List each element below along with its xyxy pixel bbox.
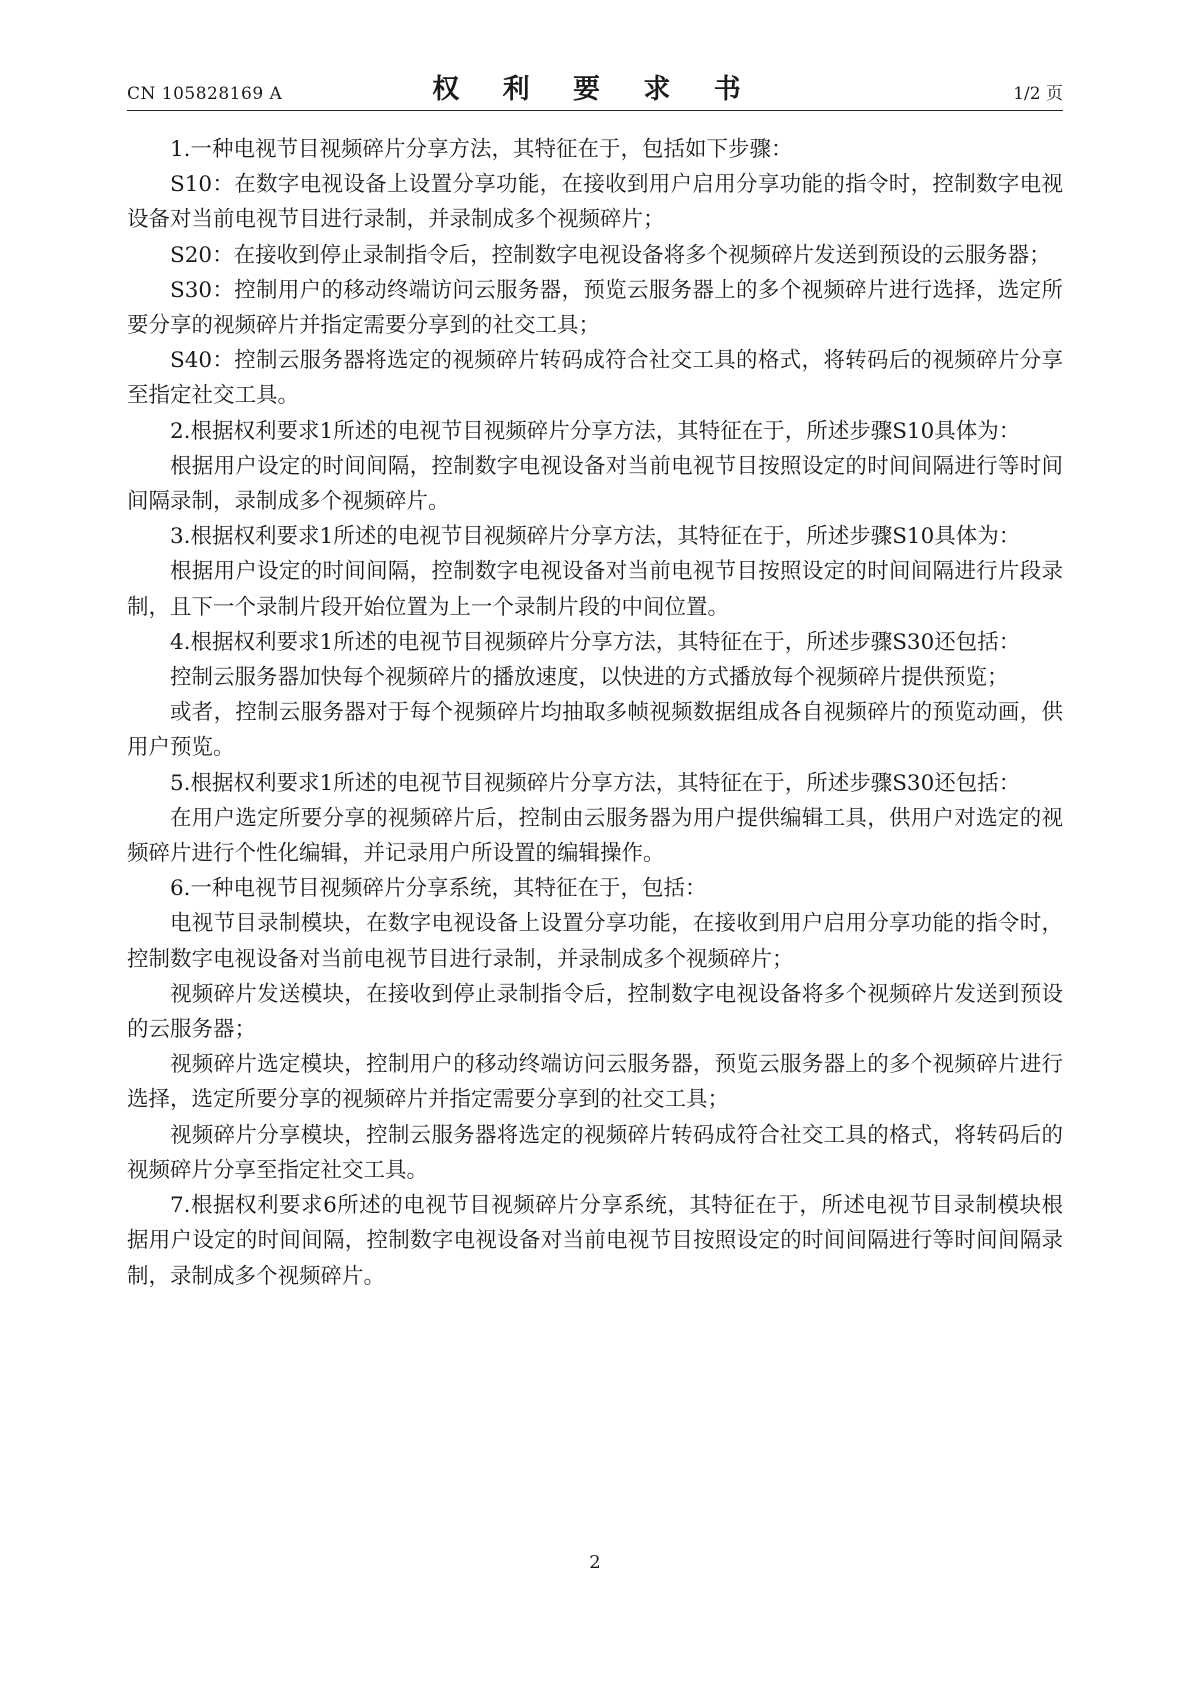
claim-paragraph: 控制云服务器加快每个视频碎片的播放速度，以快进的方式播放每个视频碎片提供预览； [170, 665, 1009, 691]
page-footer [0, 1552, 1190, 1573]
publication-number: CN 105828169 A [127, 84, 283, 104]
claim-paragraph: S10：在数字电视设备上设置分享功能，在接收到用户启用分享功能的指令时，控制数字电视设备对当前电视节目进行录制，并录制成多个视频碎片； [127, 172, 1063, 233]
claim-paragraph: 在用户选定所要分享的视频碎片后，控制由云服务器为用户提供编辑工具，供用户对选定的视频碎片进行个性化编辑，并记录用户所设置的编辑操作。 [127, 805, 1063, 867]
page-indicator: 1/2 页 [1013, 84, 1063, 104]
claim-paragraph: 7.根据权利要求6所述的电视节目视频碎片分享系统，其特征在于，所述电视节目录制模块根据用户设定的时间间隔，控制数字电视设备对当前电视节目按照设定的时间间隔进行等时间间隔录制，录制成多个视频碎片。 [127, 1193, 1063, 1289]
document-title: 权 利 要 求 书 [432, 74, 758, 105]
claim-paragraph: S30：控制用户的移动终端访问云服务器，预览云服务器上的多个视频碎片进行选择，选定所要分享的视频碎片并指定需要分享到的社交工具； [127, 277, 1063, 339]
claim-paragraph: S20：在接收到停止录制指令后，控制数字电视设备将多个视频碎片发送到预设的云服务器； [170, 242, 1051, 268]
claim-paragraph: 6.一种电视节目视频碎片分享系统，其特征在于，包括： [170, 876, 707, 902]
claim-paragraph: 2.根据权利要求1所述的电视节目视频碎片分享方法，其特征在于，所述步骤S10具体为： [170, 418, 1021, 444]
claim-paragraph: 或者，控制云服务器对于每个视频碎片均抽取多帧视频数据组成各自视频碎片的预览动画，供用户预览。 [127, 700, 1063, 761]
claim-paragraph: 4.根据权利要求1所述的电视节目视频碎片分享方法，其特征在于，所述步骤S30还包括： [170, 629, 1021, 655]
page-header [127, 66, 1063, 111]
claims-body [127, 132, 1063, 1294]
claim-paragraph: 根据用户设定的时间间隔，控制数字电视设备对当前电视节目按照设定的时间间隔进行片段录制，且下一个录制片段开始位置为上一个录制片段的中间位置。 [127, 559, 1063, 620]
claim-paragraph: S40：控制云服务器将选定的视频碎片转码成符合社交工具的格式，将转码后的视频碎片分享至指定社交工具。 [127, 348, 1063, 409]
claim-paragraph: 视频碎片分享模块，控制云服务器将选定的视频碎片转码成符合社交工具的格式，将转码后的视频碎片分享至指定社交工具。 [127, 1122, 1063, 1183]
claim-paragraph: 1.一种电视节目视频碎片分享方法，其特征在于，包括如下步骤： [170, 137, 793, 162]
claim-paragraph: 3.根据权利要求1所述的电视节目视频碎片分享方法，其特征在于，所述步骤S10具体为： [170, 524, 1021, 550]
claim-paragraph: 视频碎片发送模块，在接收到停止录制指令后，控制数字电视设备将多个视频碎片发送到预设的云服务器； [127, 981, 1063, 1043]
claim-paragraph: 根据用户设定的时间间隔，控制数字电视设备对当前电视节目按照设定的时间间隔进行等时间间隔录制，录制成多个视频碎片。 [127, 453, 1063, 515]
page-number: 2 [589, 1552, 601, 1573]
claim-paragraph: 5.根据权利要求1所述的电视节目视频碎片分享方法，其特征在于，所述步骤S30还包括： [170, 770, 1021, 796]
claim-paragraph: 电视节目录制模块，在数字电视设备上设置分享功能，在接收到用户启用分享功能的指令时，控制数字电视设备对当前电视节目进行录制，并录制成多个视频碎片； [127, 911, 1063, 972]
claim-paragraph: 视频碎片选定模块，控制用户的移动终端访问云服务器，预览云服务器上的多个视频碎片进行选择，选定所要分享的视频碎片并指定需要分享到的社交工具； [127, 1052, 1063, 1113]
